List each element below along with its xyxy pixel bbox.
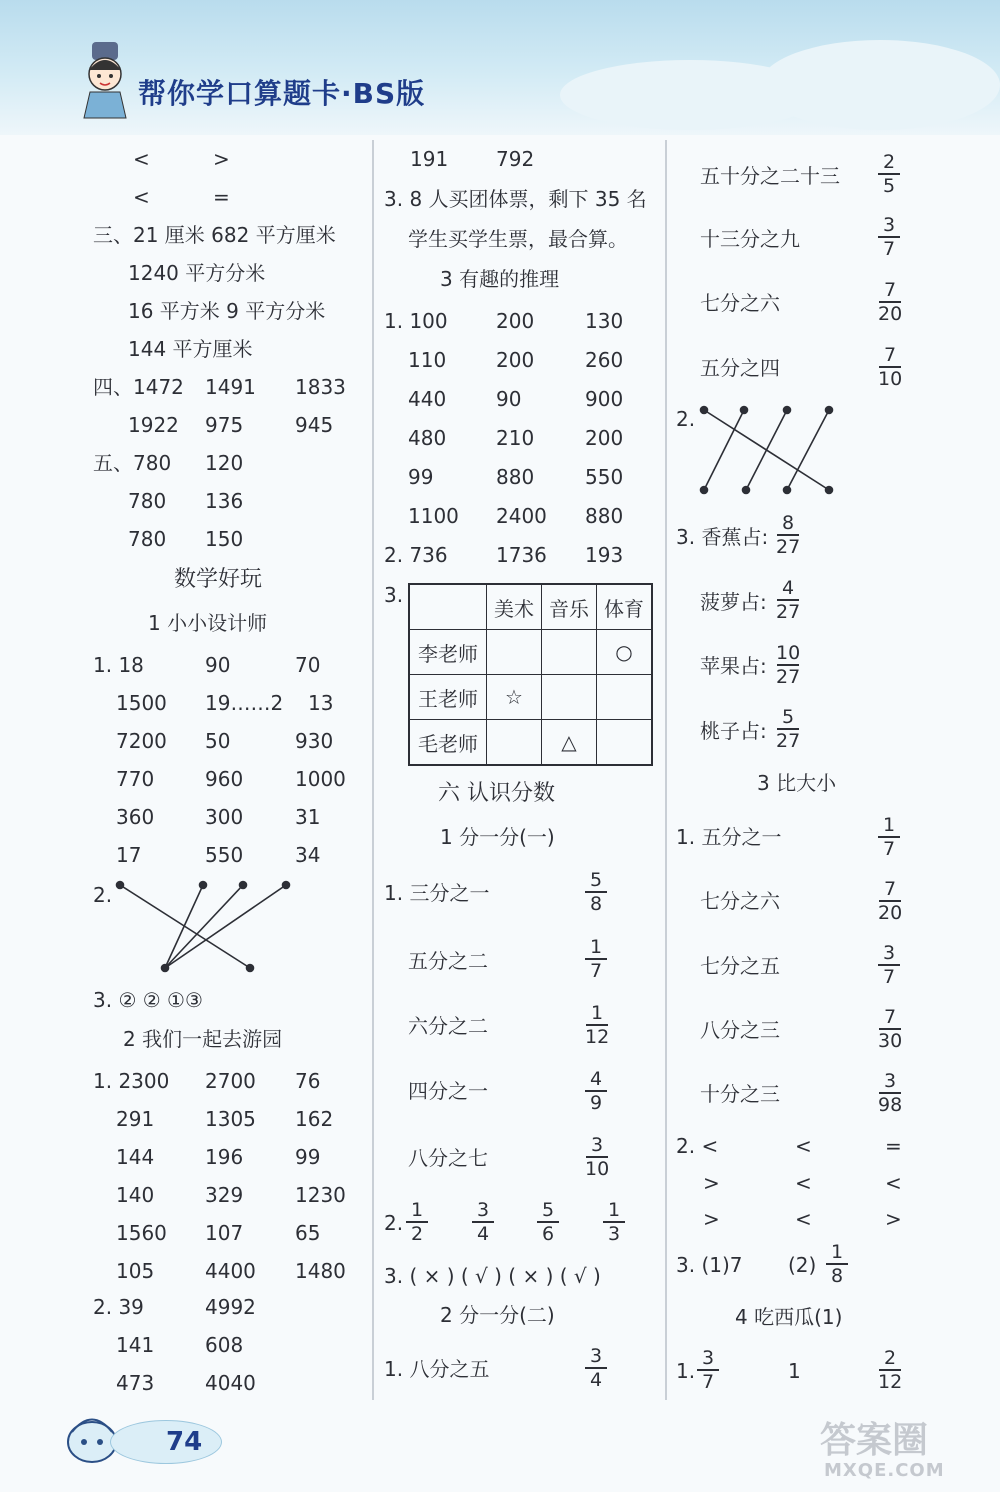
table-cell: ○ — [597, 630, 653, 675]
answer: = — [885, 1134, 902, 1158]
fraction-label: 十三分之九 — [700, 227, 800, 251]
fraction-label: 八分之七 — [408, 1146, 488, 1170]
table-cell — [597, 675, 653, 720]
answer: 90 — [496, 387, 522, 411]
subsection-heading: 1 分一分(一) — [440, 825, 555, 849]
fraction: 7 20 — [878, 279, 903, 325]
fraction-label: 菠萝占: — [700, 590, 767, 614]
fraction: 1 12 — [585, 1002, 610, 1048]
answer: 193 — [585, 543, 624, 567]
answer-line: 1240 平方分米 — [128, 261, 266, 285]
answer: 4992 — [205, 1295, 256, 1319]
column-divider — [372, 140, 374, 1400]
table-cell: 李老师 — [409, 630, 487, 675]
answer: 141 — [116, 1333, 155, 1357]
fraction: 3 10 — [585, 1134, 610, 1180]
table-cell: 毛老师 — [409, 720, 487, 766]
page-title: 帮你学口算题卡·BS版 — [138, 77, 426, 110]
answer: = — [213, 185, 230, 209]
answer: 1560 — [116, 1221, 167, 1245]
answer: 1922 — [128, 413, 179, 437]
fraction-label: 3. 香蕉占: — [676, 525, 769, 549]
column-divider — [665, 140, 667, 1400]
answer: 291 — [116, 1107, 155, 1131]
answer: > — [703, 1171, 720, 1195]
answer: 17 — [116, 843, 142, 867]
answer: 300 — [205, 805, 244, 829]
answer-line: 144 平方厘米 — [128, 337, 253, 361]
answer: 191 — [410, 147, 449, 171]
answer: 2400 — [496, 504, 547, 528]
table-cell: 王老师 — [409, 675, 487, 720]
answer: 900 — [585, 387, 624, 411]
fraction-label: 1. 五分之一 — [676, 825, 782, 849]
answer: 110 — [408, 348, 447, 372]
answer: 4040 — [205, 1371, 256, 1395]
fraction: 7 20 — [878, 878, 903, 924]
fraction-label: 苹果占: — [700, 654, 767, 678]
answer: 99 — [408, 465, 434, 489]
answer-line: 三、21 厘米 682 平方厘米 — [93, 223, 336, 247]
watermark-logo: 答案圈 — [820, 1420, 929, 1461]
table-cell: ☆ — [487, 675, 542, 720]
answer: 105 — [116, 1259, 155, 1283]
answer: 880 — [585, 504, 624, 528]
answer: 99 — [295, 1145, 321, 1169]
subsection-heading: 4 吃西瓜(1) — [735, 1305, 843, 1329]
table-cell — [542, 675, 597, 720]
answer: 550 — [585, 465, 624, 489]
answer: 770 — [116, 767, 155, 791]
table-header-cell — [409, 584, 487, 630]
table-cell — [487, 630, 542, 675]
teacher-subject-table — [408, 583, 653, 766]
answer: < — [795, 1207, 812, 1231]
answer: 1736 — [496, 543, 547, 567]
answer: 31 — [295, 805, 321, 829]
fraction: 7 30 — [878, 1006, 903, 1052]
table-header-cell: 音乐 — [542, 584, 597, 630]
answer: 90 — [205, 653, 231, 677]
subsection-heading: 3 比大小 — [757, 771, 837, 795]
table-header-cell: 美术 — [487, 584, 542, 630]
fraction: 1 2 — [406, 1200, 428, 1244]
answer: 880 — [496, 465, 535, 489]
table-cell — [487, 720, 542, 766]
answer: 1. 2300 — [93, 1069, 170, 1093]
fraction-label: 1. 三分之一 — [384, 881, 490, 905]
answer: < — [795, 1171, 812, 1195]
answer: 五、780 — [93, 451, 172, 475]
watermark-url: MXQE.COM — [824, 1460, 945, 1481]
answer: 四、1472 — [93, 375, 184, 399]
answer: 360 — [116, 805, 155, 829]
answer: 1480 — [295, 1259, 346, 1283]
section-heading: 六 认识分数 — [438, 781, 555, 806]
fraction: 4 27 — [776, 577, 801, 623]
answer: 1 — [788, 1359, 801, 1383]
answer: 260 — [585, 348, 624, 372]
fraction: 7 10 — [878, 344, 903, 390]
fraction: 5 6 — [537, 1200, 559, 1244]
answer: 120 — [205, 451, 244, 475]
answer: (2) — [788, 1253, 817, 1277]
answer: < — [133, 147, 150, 171]
answer: 136 — [205, 489, 244, 513]
answer: 440 — [408, 387, 447, 411]
answer: 975 — [205, 413, 244, 437]
fraction-label: 八分之三 — [700, 1018, 780, 1042]
answer: 792 — [496, 147, 535, 171]
answer: 130 — [585, 309, 624, 333]
answer: 473 — [116, 1371, 155, 1395]
answer-line: 16 平方米 9 平方分米 — [128, 299, 326, 323]
answer: 144 — [116, 1145, 155, 1169]
question-number: 2. — [676, 407, 696, 431]
answer: > — [213, 147, 230, 171]
question-number: 3. — [384, 583, 404, 607]
mascot-icon — [78, 40, 134, 120]
fraction: 1 7 — [585, 937, 607, 981]
answer: 1100 — [408, 504, 459, 528]
answer: 1500 — [116, 691, 167, 715]
answer: 34 — [295, 843, 321, 867]
fraction: 10 27 — [776, 642, 801, 688]
answer: 200 — [496, 309, 535, 333]
answer: 7200 — [116, 729, 167, 753]
answer: 329 — [205, 1183, 244, 1207]
answer: < — [133, 185, 150, 209]
fraction: 4 9 — [585, 1069, 607, 1113]
answer: 200 — [496, 348, 535, 372]
table-cell — [542, 630, 597, 675]
question-number: 1. — [676, 1359, 696, 1383]
answer: 200 — [585, 426, 624, 450]
fraction: 3 4 — [472, 1200, 494, 1244]
fraction: 1 7 — [878, 815, 900, 859]
fraction-label: 1. 八分之五 — [384, 1357, 490, 1381]
answer: 2700 — [205, 1069, 256, 1093]
fraction: 3 7 — [697, 1348, 719, 1392]
answer-line: 3. ② ② ①③ — [93, 988, 203, 1012]
answer: < — [795, 1134, 812, 1158]
fraction: 2 5 — [878, 152, 900, 196]
fraction: 1 8 — [826, 1242, 848, 1286]
answer: 162 — [295, 1107, 334, 1131]
fraction: 2 12 — [878, 1347, 903, 1393]
subsection-heading: 1 小小设计师 — [148, 611, 268, 635]
subsection-heading: 2 我们一起去游园 — [123, 1027, 283, 1051]
answer: 50 — [205, 729, 231, 753]
answer-line: 3. 8 人买团体票，剩下 35 名 — [384, 187, 647, 211]
answer-line: 3. ( × ) ( √ ) ( × ) ( √ ) — [384, 1264, 601, 1288]
cloud-decoration — [760, 40, 1000, 130]
answer: 107 — [205, 1221, 244, 1245]
answer: 2. 39 — [93, 1295, 144, 1319]
table-cell — [597, 720, 653, 766]
fraction-label: 四分之一 — [408, 1079, 488, 1103]
answer: > — [885, 1207, 902, 1231]
fraction: 5 27 — [776, 706, 801, 752]
answer: 70 — [295, 653, 321, 677]
table-header-cell: 体育 — [597, 584, 653, 630]
page-number: 74 — [166, 1427, 203, 1457]
fraction: 3 4 — [585, 1346, 607, 1390]
answer: 780 — [128, 527, 167, 551]
answer: 3. (1)7 — [676, 1253, 743, 1277]
fraction-label: 七分之六 — [700, 291, 780, 315]
question-number: 2. — [384, 1211, 404, 1235]
fraction-label: 五十分之二十三 — [700, 164, 840, 188]
answer: 150 — [205, 527, 244, 551]
answer: > — [703, 1207, 720, 1231]
answer: 2. < — [676, 1134, 719, 1158]
fraction-label: 七分之六 — [700, 889, 780, 913]
subsection-heading: 2 分一分(二) — [440, 1303, 555, 1327]
fraction-label: 六分之二 — [408, 1014, 488, 1038]
fraction: 3 7 — [878, 943, 900, 987]
answer: < — [885, 1171, 902, 1195]
answer: 210 — [496, 426, 535, 450]
answer-line: 学生买学生票，最合算。 — [408, 227, 628, 251]
answer: 196 — [205, 1145, 244, 1169]
answer: 780 — [128, 489, 167, 513]
matching-lines-diagram — [694, 400, 842, 500]
answer: 2. 736 — [384, 543, 448, 567]
answer: 19……2 — [205, 691, 284, 715]
table-cell: △ — [542, 720, 597, 766]
fraction-label: 十分之三 — [700, 1082, 780, 1106]
fraction-label: 七分之五 — [700, 954, 780, 978]
answer: 1833 — [295, 375, 346, 399]
answer: 140 — [116, 1183, 155, 1207]
fraction-label: 桃子占: — [700, 719, 767, 743]
answer: 4400 — [205, 1259, 256, 1283]
subsection-heading: 3 有趣的推理 — [440, 267, 560, 291]
answer: 76 — [295, 1069, 321, 1093]
answer: 65 — [295, 1221, 321, 1245]
answer: 930 — [295, 729, 334, 753]
matching-lines-diagram — [110, 875, 300, 975]
question-number: 2. — [93, 883, 113, 907]
answer: 945 — [295, 413, 334, 437]
fraction: 3 7 — [878, 215, 900, 259]
fraction: 3 98 — [878, 1070, 903, 1116]
fraction: 8 27 — [776, 512, 801, 558]
answer: 960 — [205, 767, 244, 791]
answer: 1. 100 — [384, 309, 448, 333]
answer: 480 — [408, 426, 447, 450]
answer: 550 — [205, 843, 244, 867]
section-heading: 数学好玩 — [174, 567, 263, 592]
answer: 1. 18 — [93, 653, 144, 677]
fraction: 5 8 — [585, 870, 607, 914]
answer: 1491 — [205, 375, 256, 399]
answer: 1230 — [295, 1183, 346, 1207]
answer: 13 — [308, 691, 334, 715]
fraction-label: 五分之二 — [408, 949, 488, 973]
fraction: 1 3 — [603, 1200, 625, 1244]
fraction-label: 五分之四 — [700, 356, 780, 380]
answer: 1000 — [295, 767, 346, 791]
answer: 1305 — [205, 1107, 256, 1131]
answer: 608 — [205, 1333, 244, 1357]
